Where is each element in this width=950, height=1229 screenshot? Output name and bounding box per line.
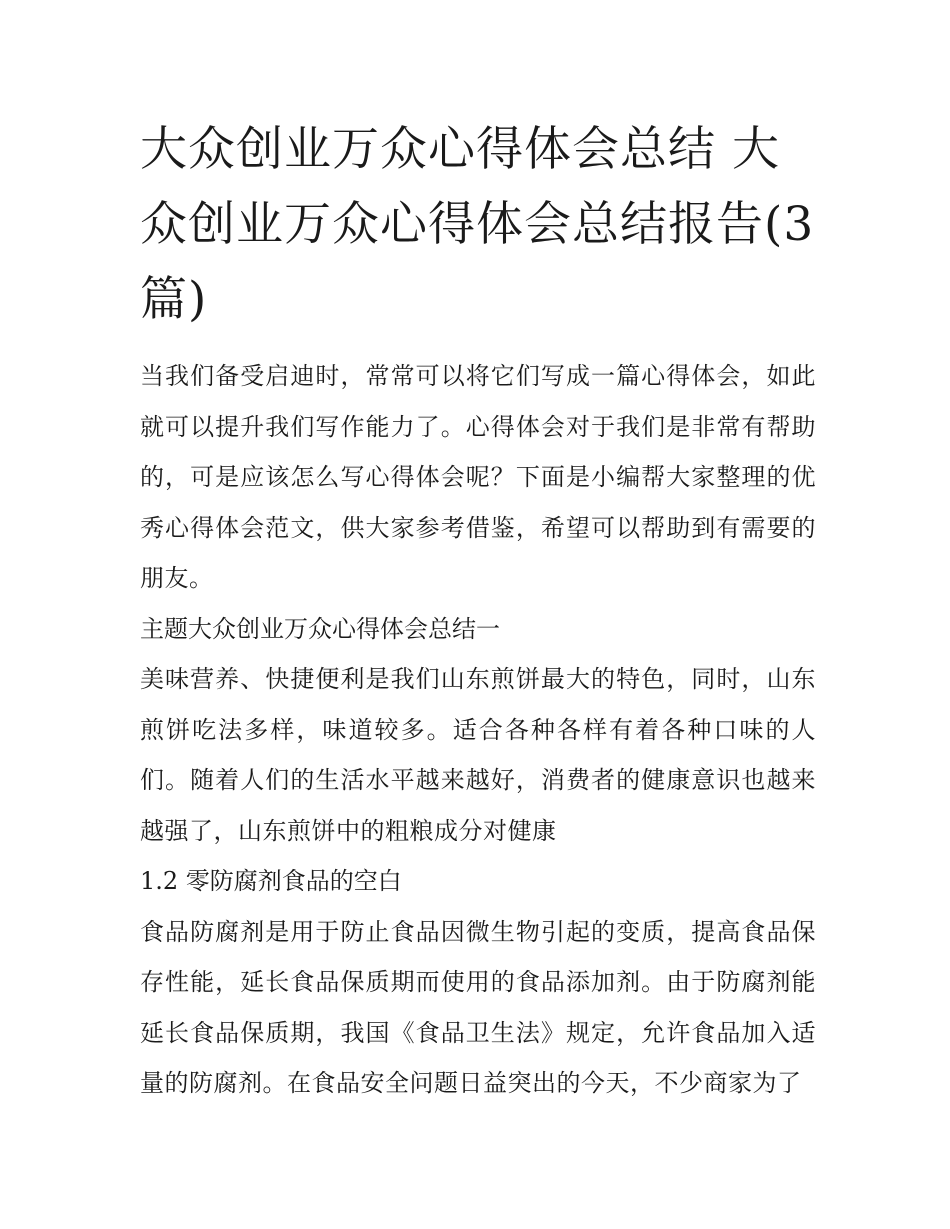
- section-paragraph-2: 食品防腐剂是用于防止食品因微生物引起的变质，提高食品保存性能，延长食品保质期而使用的食品添加剂。由于防腐剂能延长食品保质期，我国《食品卫生法》规定，允许食品加入适量的防腐剂。在食品安全问题日益突出的今天，不少商家为了: [140, 917, 816, 1097]
- intro-paragraph: 当我们备受启迪时，常常可以将它们写成一篇心得体会，如此就可以提升我们写作能力了。心得体会对于我们是非常有帮助的，可是应该怎么写心得体会呢？下面是小编帮大家整理的优秀心得体会范文，供大家参考借鉴，希望可以帮助到有需要的朋友。: [140, 362, 816, 592]
- document-page: [140, 112, 816, 1109]
- document-title: 大众创业万众心得体会总结 大众创业万众心得体会总结报告(3篇): [140, 122, 815, 327]
- subsection-heading: 1.2 零防腐剂食品的空白: [140, 867, 402, 895]
- section-paragraph-1: 美味营养、快捷便利是我们山东煎饼最大的特色，同时，山东煎饼吃法多样，味道较多。适合各种各样有着各种口味的人们。随着人们的生活水平越来越好，消费者的健康意识也越来越强了，山东煎饼中的粗粮成分对健康: [140, 665, 816, 845]
- section-heading: 主题大众创业万众心得体会总结一: [140, 614, 500, 643]
